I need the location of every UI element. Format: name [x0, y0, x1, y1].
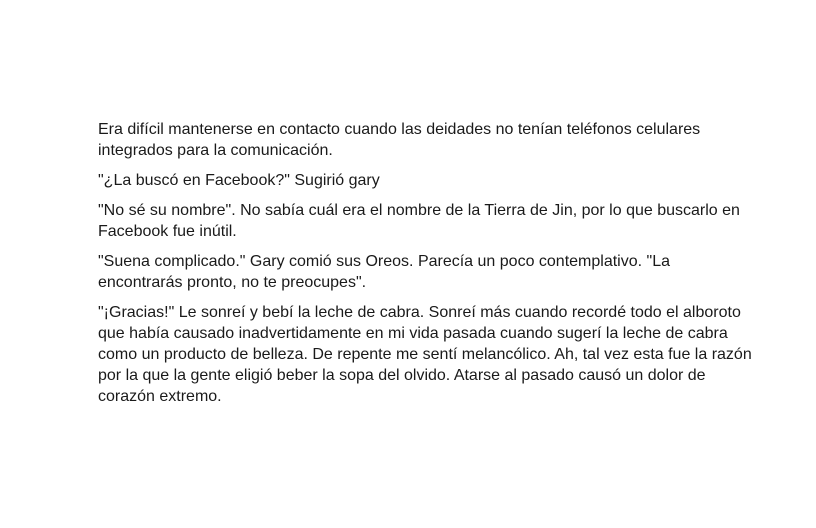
- document-body: [98, 119, 758, 416]
- paragraph-4: "Suena complicado." Gary comió sus Oreos. Parecía un poco contemplativo. "La encontrarás pronto, no te preocupes".: [98, 253, 670, 291]
- paragraph-1: Era difícil mantenerse en contacto cuando las deidades no tenían teléfonos celulares integrados para la comunicación.: [98, 121, 701, 159]
- paragraph-2: "¿La buscó en Facebook?" Sugirió gary: [98, 172, 380, 189]
- paragraph-3: "No sé su nombre". No sabía cuál era el nombre de la Tierra de Jin, por lo que buscarlo en Facebook fue inútil.: [98, 202, 740, 240]
- paragraph-5: "¡Gracias!" Le sonreí y bebí la leche de cabra. Sonreí más cuando recordé todo el alboroto que había causado inadvertidamente en mi vida pasada cuando sugerí la leche de cabra como un producto de belleza. De repente me sentí melancólico. Ah, tal vez esta fue la razón por la que la gente eligió beber la sopa del olvido. Atarse al pasado causó un dolor de corazón extremo.: [98, 304, 752, 405]
